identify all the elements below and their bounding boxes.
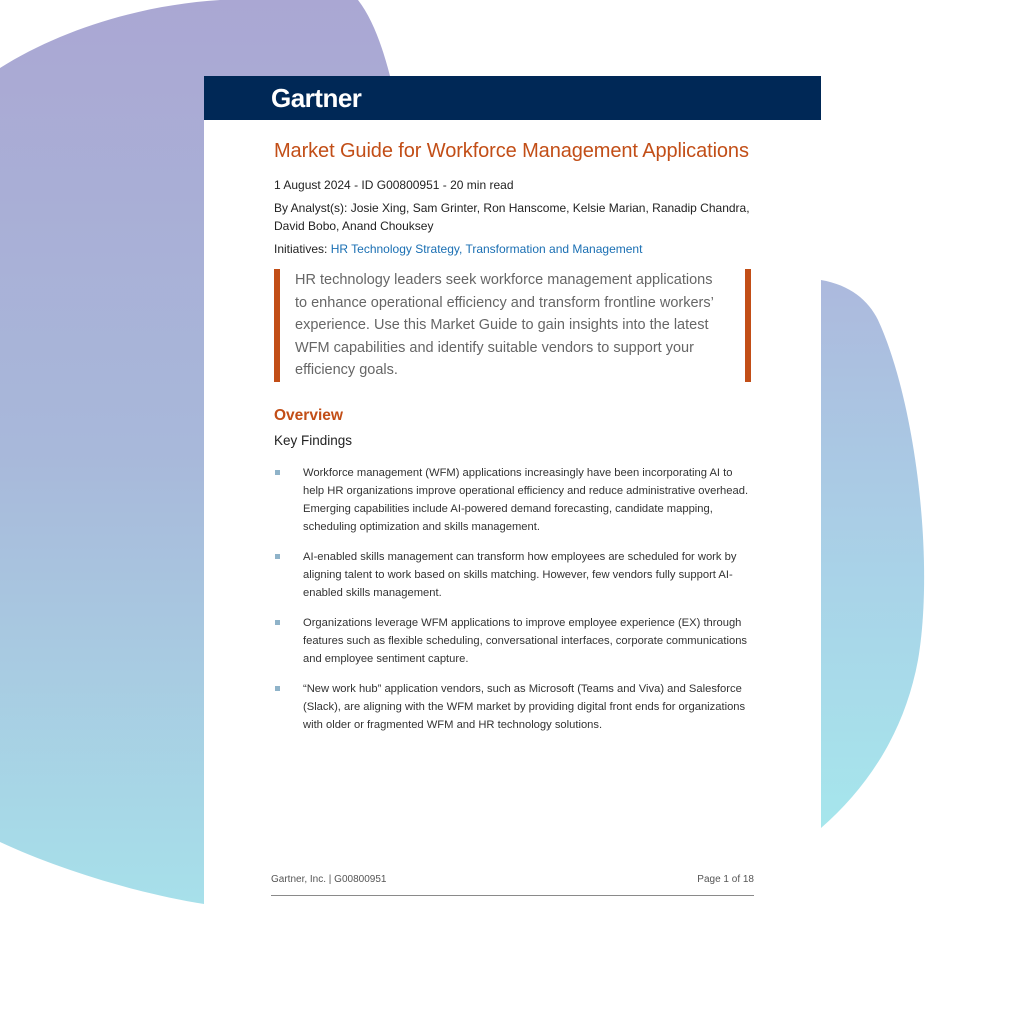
gartner-logo: Gartner [271, 83, 362, 113]
summary-callout [274, 269, 754, 382]
summary-right-rule [745, 269, 751, 382]
finding-text: AI-enabled skills management can transform how employees are scheduled for work by aligning talent to work based on skills matching. However, few vendors fully support AI-enabled skills management. [303, 551, 737, 599]
initiatives-line [274, 240, 754, 258]
square-bullet-icon [275, 686, 280, 691]
initiative-link[interactable]: HR Technology Strategy, Transformation and Management [330, 242, 643, 256]
square-bullet-icon [275, 470, 280, 475]
summary-text: HR technology leaders seek workforce management applications to enhance operational efficiency and transform frontline workers’ experience. Use this Market Guide to gain insights into the latest WFM capabilities and identify suitable vendors to support your efficiency goals. [295, 272, 714, 379]
list-item [274, 464, 754, 536]
right-blob [821, 280, 924, 828]
list-item [274, 614, 754, 668]
summary-left-rule [274, 269, 280, 382]
footer-doc-id: Gartner, Inc. | G00800951 [271, 874, 387, 885]
document-title: Market Guide for Workforce Management Applications [274, 140, 749, 162]
page-header-bar [204, 76, 821, 120]
footer-page-number: Page 1 of 18 [697, 874, 754, 885]
key-findings-list [274, 464, 754, 734]
finding-text: “New work hub” application vendors, such as Microsoft (Teams and Viva) and Salesforce (Slack), are aligning with the WFM market by providing digital front ends for organizations with older or fragmented WFM and HR technology solutions. [303, 683, 746, 731]
page-footer [271, 873, 754, 896]
date-id-line: 1 August 2024 - ID G00800951 - 20 min read [274, 178, 514, 192]
overview-heading: Overview [274, 407, 343, 424]
document-page [204, 76, 821, 936]
finding-text: Workforce management (WFM) applications increasingly have been incorporating AI to help HR organizations improve operational efficiency and reduce administrative overhead. Emerging capabilities include AI-powered demand forecasting, candidate mapping, scheduling optimization and skills management. [303, 467, 749, 533]
list-item [274, 548, 754, 602]
document-content [274, 138, 754, 746]
square-bullet-icon [275, 620, 280, 625]
initiatives-label: Initiatives: [274, 242, 328, 256]
analysts-line: By Analyst(s): Josie Xing, Sam Grinter, Ron Hanscome, Kelsie Marian, Ranadip Chandra, David Bobo, Anand Chouksey [274, 201, 750, 233]
square-bullet-icon [275, 554, 280, 559]
key-findings-heading: Key Findings [274, 433, 353, 448]
finding-text: Organizations leverage WFM applications to improve employee experience (EX) through features such as flexible scheduling, conversational interfaces, corporate communications and employee sentiment capture. [303, 617, 748, 665]
list-item [274, 680, 754, 734]
